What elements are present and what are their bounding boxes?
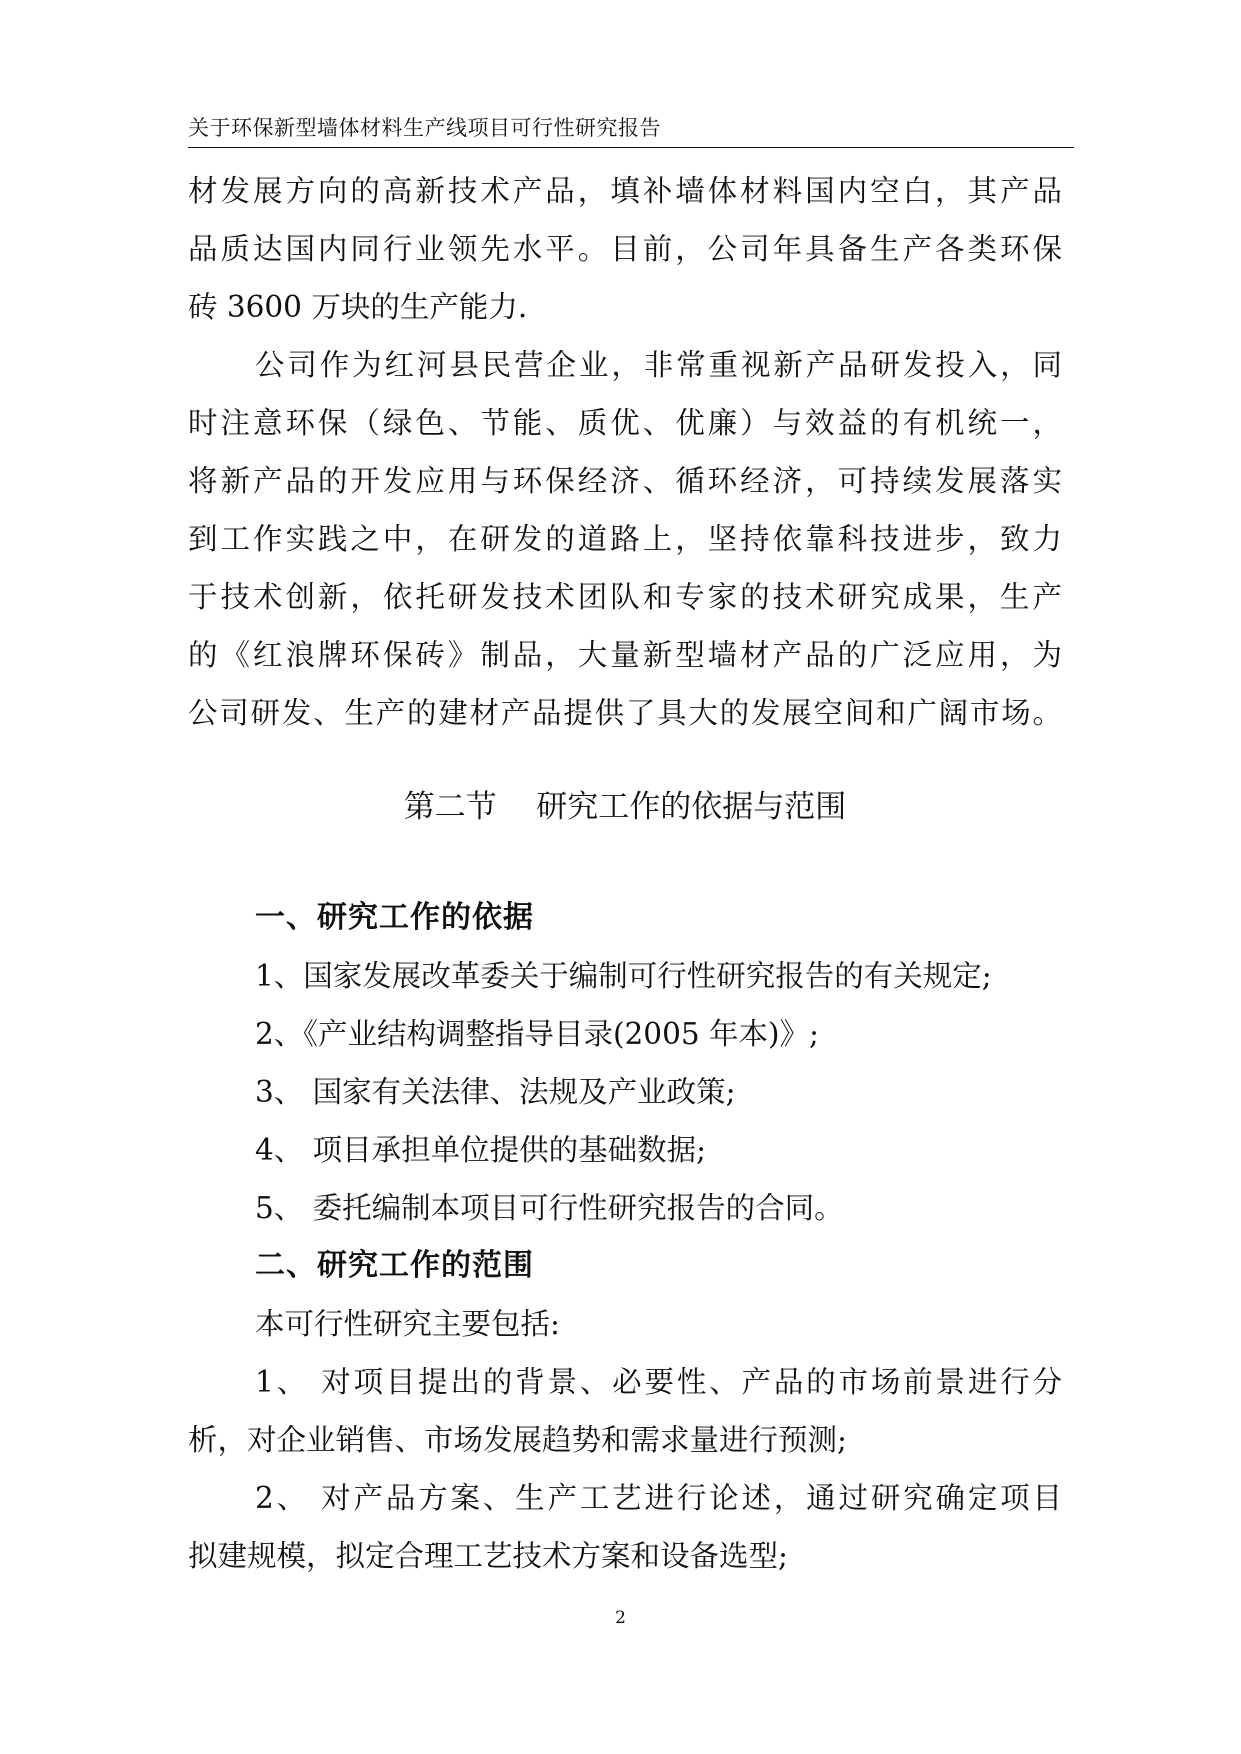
scope-heading: 二、研究工作的范围 <box>255 1248 534 1283</box>
running-header: 关于环保新型墙体材料生产线项目可行性研究报告 <box>188 116 661 140</box>
paragraph-line: 到工作实践之中，在研发的道路上，坚持依靠科技进步，致力 <box>188 522 1062 556</box>
scope-line: 1、 对项目提出的背景、必要性、产品的市场前景进行分 <box>255 1365 1062 1399</box>
paragraph-line: 于技术创新，依托研发技术团队和专家的技术研究成果，生产 <box>188 580 1062 614</box>
scope-intro: 本可行性研究主要包括: <box>255 1307 560 1341</box>
paragraph-line: 的《红浪牌环保砖》制品，大量新型墙材产品的广泛应用，为 <box>188 638 1062 672</box>
paragraph-line: 材发展方向的高新技术产品，填补墙体材料国内空白，其产品 <box>188 174 1062 208</box>
paragraph-line: 时注意环保（绿色、节能、质优、优廉）与效益的有机统一， <box>188 406 1062 440</box>
basis-item: 4、 项目承担单位提供的基础数据; <box>255 1133 707 1167</box>
scope-line: 2、 对产品方案、生产工艺进行论述，通过研究确定项目 <box>255 1481 1062 1515</box>
scope-line: 拟建规模，拟定合理工艺技术方案和设备选型; <box>188 1539 788 1573</box>
basis-item: 2、《产业结构调整指导目录(2005 年本)》; <box>255 1017 819 1051</box>
header-divider <box>188 147 1074 148</box>
basis-heading: 一、研究工作的依据 <box>255 900 534 935</box>
basis-item: 5、 委托编制本项目可行性研究报告的合同。 <box>255 1191 844 1225</box>
basis-item: 1、国家发展改革委关于编制可行性研究报告的有关规定; <box>255 959 992 993</box>
scope-line: 析，对企业销售、市场发展趋势和需求量进行预测; <box>188 1423 847 1457</box>
paragraph-line: 品质达国内同行业领先水平。目前，公司年具备生产各类环保 <box>188 232 1062 266</box>
section-title: 第二节 研究工作的依据与范围 <box>403 789 847 825</box>
paragraph-line: 公司研发、生产的建材产品提供了具大的发展空间和广阔市场。 <box>188 696 1062 730</box>
basis-item: 3、 国家有关法律、法规及产业政策; <box>255 1075 736 1109</box>
paragraph-line: 砖 3600 万块的生产能力. <box>188 290 528 324</box>
paragraph-line: 将新产品的开发应用与环保经济、循环经济，可持续发展落实 <box>188 464 1062 498</box>
page-number: 2 <box>615 1608 626 1628</box>
paragraph-line: 公司作为红河县民营企业，非常重视新产品研发投入，同 <box>255 348 1062 382</box>
